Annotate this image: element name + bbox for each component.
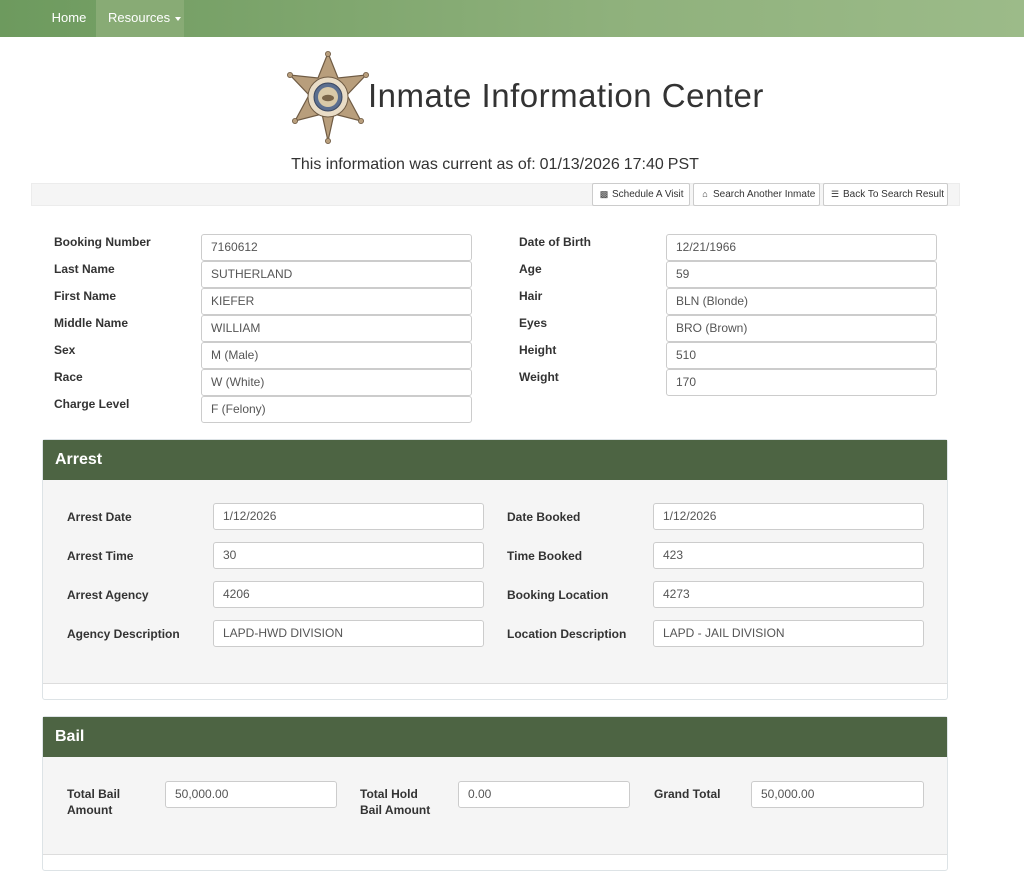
search-another-label: Search Another Inmate — [713, 189, 816, 200]
bail-panel-heading: Bail — [43, 717, 947, 757]
age-label: Age — [519, 262, 542, 276]
current-time: 17:40 — [623, 156, 664, 173]
date-booked-field: 1/12/2026 — [653, 503, 924, 530]
time-booked-label: Time Booked — [507, 549, 583, 563]
arrest-date-field: 1/12/2026 — [213, 503, 484, 530]
caret-down-icon — [175, 17, 181, 21]
arrest-agency-label: Arrest Agency — [67, 588, 149, 602]
height-label: Height — [519, 343, 557, 357]
booking-number-field: 7160612 — [201, 234, 472, 261]
first-name-field: KIEFER — [201, 288, 472, 315]
agency-description-field: LAPD-HWD DIVISION — [213, 620, 484, 647]
time-booked-field: 423 — [653, 542, 924, 569]
home-icon: ⌂ — [702, 189, 708, 199]
back-to-search-result-button[interactable] — [823, 183, 948, 206]
age-field: 59 — [666, 261, 937, 288]
arrest-time-field: 30 — [213, 542, 484, 569]
booking-location-field: 4273 — [653, 581, 924, 608]
eyes-field: BRO (Brown) — [666, 315, 937, 342]
race-field: W (White) — [201, 369, 472, 396]
hair-field: BLN (Blonde) — [666, 288, 937, 315]
sheriff-badge-logo — [287, 51, 369, 145]
booking-number-label: Booking Number — [54, 235, 151, 249]
eyes-label: Eyes — [519, 316, 548, 330]
agency-description-label: Agency Description — [67, 627, 180, 641]
current-date: 01/13/2026 — [539, 156, 620, 173]
last-name-field: SUTHERLAND — [201, 261, 472, 288]
weight-label: Weight — [519, 370, 559, 384]
schedule-visit-button[interactable] — [592, 183, 690, 206]
first-name-label: First Name — [54, 289, 117, 303]
grand-total-field: 50,000.00 — [751, 781, 924, 808]
total-hold-bail-label-line2: Bail Amount — [360, 803, 431, 817]
nav-home-link[interactable]: Home — [51, 10, 87, 25]
list-icon: ☰ — [830, 189, 840, 199]
back-to-search-label: Back To Search Result — [843, 189, 944, 200]
current-timezone: PST — [667, 156, 699, 173]
race-label: Race — [54, 370, 83, 384]
total-bail-amount-label-line1: Total Bail — [67, 787, 121, 801]
weight-field: 170 — [666, 369, 937, 396]
last-name-label: Last Name — [54, 262, 115, 276]
charge-level-label: Charge Level — [54, 397, 130, 411]
height-field: 510 — [666, 342, 937, 369]
location-description-label: Location Description — [507, 627, 627, 641]
data-current-as-of — [0, 156, 990, 174]
nav-resources-dropdown[interactable] — [96, 0, 184, 37]
charge-level-field: F (Felony) — [201, 396, 472, 423]
hair-label: Hair — [519, 289, 543, 303]
middle-name-label: Middle Name — [54, 316, 129, 330]
sex-field: M (Male) — [201, 342, 472, 369]
total-hold-bail-field: 0.00 — [458, 781, 630, 808]
schedule-visit-label: Schedule A Visit — [612, 189, 684, 200]
sex-label: Sex — [54, 343, 76, 357]
arrest-date-label: Arrest Date — [67, 510, 132, 524]
total-bail-amount-field: 50,000.00 — [165, 781, 337, 808]
top-navbar — [0, 0, 1024, 37]
location-description-field: LAPD - JAIL DIVISION — [653, 620, 924, 647]
middle-name-field: WILLIAM — [201, 315, 472, 342]
date-booked-label: Date Booked — [507, 510, 581, 524]
arrest-panel-heading: Arrest — [43, 440, 947, 480]
date-of-birth-field: 12/21/1966 — [666, 234, 937, 261]
current-prefix: This information was current as of: — [291, 156, 536, 173]
total-hold-bail-label-line1: Total Hold — [360, 787, 418, 801]
total-bail-amount-label-line2: Amount — [67, 803, 113, 817]
date-of-birth-label: Date of Birth — [519, 235, 591, 249]
search-another-inmate-button[interactable] — [693, 183, 820, 206]
arrest-time-label: Arrest Time — [67, 549, 134, 563]
arrest-panel — [42, 439, 948, 700]
booking-location-label: Booking Location — [507, 588, 609, 602]
arrest-agency-field: 4206 — [213, 581, 484, 608]
calendar-icon: ▩ — [599, 189, 609, 199]
grand-total-label: Grand Total — [654, 787, 721, 801]
action-toolbar — [31, 183, 960, 206]
page-title: Inmate Information Center — [368, 77, 764, 114]
nav-resources-label: Resources — [108, 10, 171, 25]
